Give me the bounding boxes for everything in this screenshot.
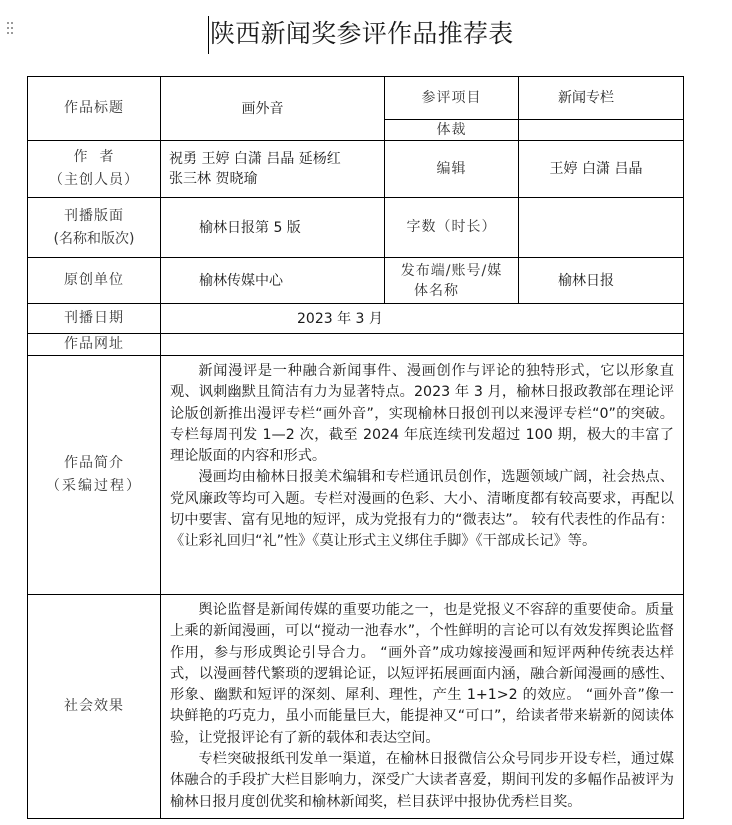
- wordcount-value[interactable]: [519, 198, 684, 258]
- author-value[interactable]: [161, 141, 385, 198]
- author-label: [28, 141, 161, 198]
- intro-paragraph-2: 漫画均由榆林日报美术编辑和专栏通讯员创作，选题领域广阔，社会热点、党风廉政等均可入题。专栏对漫画的色彩、大小、清晰度都有较高要求，再配以切中要害、富有见地的短评，成为党报有力的“微表达”。 较有代表性的作品有：《让彩礼回归“礼”性》《莫让形式主义绑住手脚》《干部成长记》等。: [170, 469, 674, 550]
- effect-label: 社会效果: [28, 595, 161, 819]
- work-title-label: 作品标题: [28, 77, 161, 141]
- page-label-line1: 刊播版面: [64, 207, 124, 224]
- intro-label: [28, 356, 161, 595]
- category-value[interactable]: 新闻专栏: [519, 77, 684, 120]
- page-label: [28, 198, 161, 258]
- effect-paragraph-2: 专栏突破报纸刊发单一渠道，在榆林日报微信公众号同步开设专栏，通过媒体融合的手段扩大栏目影响力，深受广大读者喜爱，期间刊发的多幅作品被评为榆林日报月度创优奖和榆林新闻奖，栏目获评中报协优秀栏目奖。: [170, 751, 674, 810]
- intro-label-line1: 作品简介: [64, 455, 124, 471]
- date-value[interactable]: 2023 年 3 月: [161, 304, 684, 334]
- intro-text[interactable]: [161, 356, 684, 595]
- wordcount-label: 字数（时长）: [385, 198, 519, 258]
- page-title[interactable]: 陕西新闻奖参评作品推荐表: [210, 19, 514, 48]
- publisher-value[interactable]: 榆林日报: [519, 258, 684, 304]
- author-value-line2: 张三林 贺晓瑜: [169, 171, 258, 187]
- text-cursor: [208, 16, 209, 54]
- recommendation-table: [27, 76, 684, 819]
- url-value[interactable]: [161, 334, 684, 356]
- genre-value[interactable]: [519, 120, 684, 141]
- url-label: 作品网址: [28, 334, 161, 356]
- editor-value[interactable]: 王婷 白潇 吕晶: [519, 141, 684, 198]
- publisher-label-line2: 体名称: [414, 282, 459, 299]
- drag-handle-icon[interactable]: [7, 22, 15, 36]
- effect-text[interactable]: [161, 595, 684, 819]
- category-label: 参评项目: [385, 77, 519, 120]
- author-label-line1: 作 者: [73, 149, 115, 165]
- unit-label: 原创单位: [28, 258, 161, 304]
- date-label: 刊播日期: [28, 304, 161, 334]
- intro-label-line2: （采编过程）: [46, 478, 142, 494]
- page-label-line2: (名称和版次): [53, 230, 135, 247]
- editor-label: 编辑: [385, 141, 519, 198]
- page-value[interactable]: 榆林日报第 5 版: [161, 198, 385, 258]
- effect-paragraph-1: 舆论监督是新闻传媒的重要功能之一，也是党报义不容辞的重要使命。质量上乘的新闻漫画，可以“搅动一池春水”，个性鲜明的言论可以有效发挥舆论监督作用，参与形成舆论引导合力。 “画外音”成功嫁接漫画和短评两种传统表达样式，以漫画替代繁琐的逻辑论证，以短评拓展画面内涵，融合新闻漫画的感性、形象、幽默和短评的深刻、犀利、理性，产生 1+1>2 的效应。 “画外音”像一块鲜艳的巧克力，虽小而能量巨大，能提神又“可口”，给读者带来崭新的阅读体验，让党报评论有了新的载体和表达空间。: [170, 602, 674, 746]
- publisher-label-line1: 发布端/账号/媒: [400, 262, 503, 279]
- work-title-value[interactable]: 画外音: [161, 77, 385, 141]
- genre-label: 体裁: [385, 120, 519, 141]
- publisher-label: [385, 258, 519, 304]
- unit-value[interactable]: 榆林传媒中心: [161, 258, 385, 304]
- intro-paragraph-1: 新闻漫评是一种融合新闻事件、漫画创作与评论的独特形式，它以形象直观、讽刺幽默且简洁有力为显著特点。2023 年 3 月，榆林日报政教部在理论评论版创新推出漫评专栏“画外音”，实现榆林日报创刊以来漫评专栏“0”的突破。专栏每周刊发 1—2 次，截至 2024 年底连续刊发超过 100 期，极大的丰富了理论版面的内容和形式。: [170, 363, 674, 465]
- author-value-line1: 祝勇 王婷 白潇 吕晶 延杨红: [169, 151, 341, 167]
- author-label-line2: （主创人员）: [49, 172, 139, 188]
